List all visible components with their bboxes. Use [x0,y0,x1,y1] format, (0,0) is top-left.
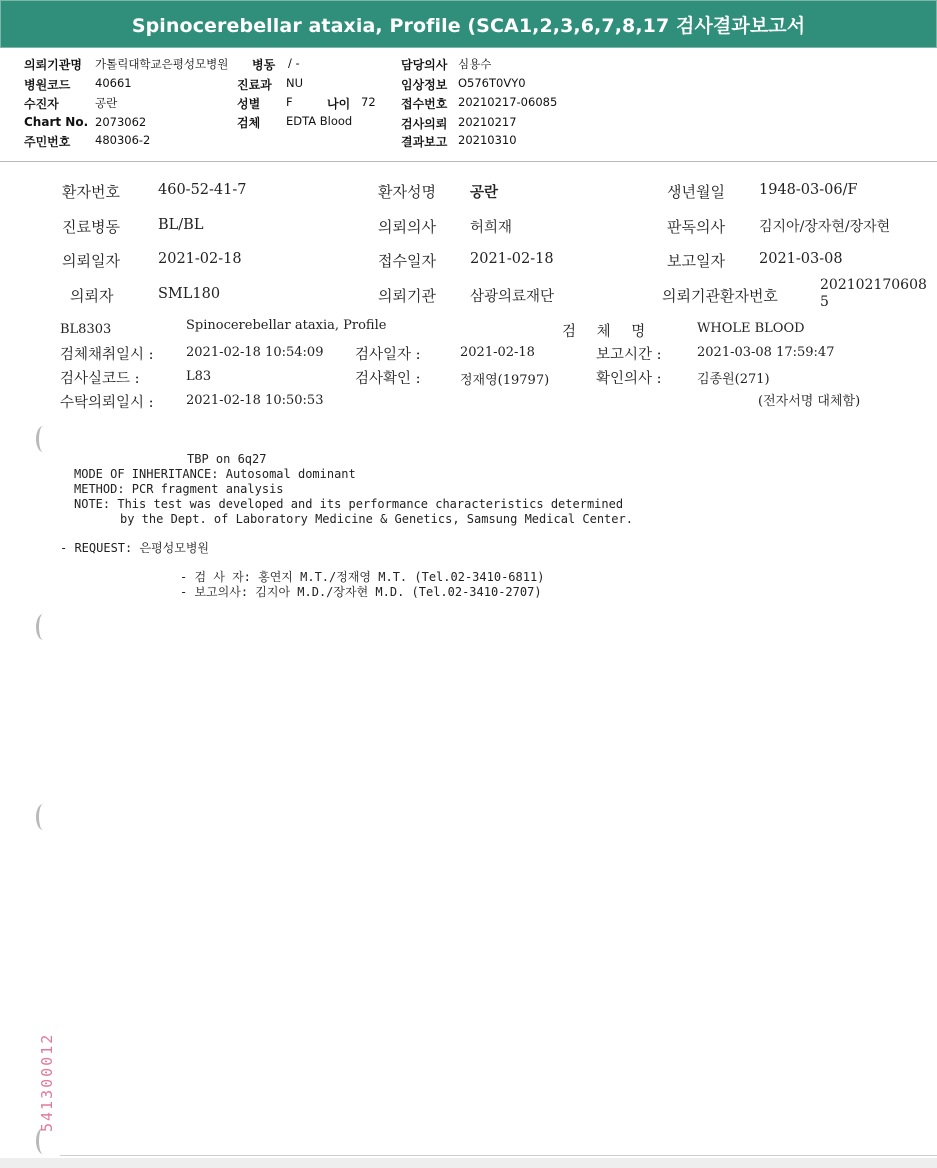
examiner-line: - 검 사 자: 홍연지 M.T./정재영 M.T. (Tel.02-3410-6811) [180,570,545,584]
confirm-doctor-label: 확인의사 : [596,371,662,387]
gene-line: TBP on 6q27 [187,452,267,466]
doctor-label: 담당의사 [401,58,448,72]
id-label: 주민번호 [24,135,71,149]
report-time-label: 보고시간 : [596,347,662,363]
collect-label: 검체채취일시 : [60,347,154,363]
dept-value: NU [286,76,304,90]
specimen-name: WHOLE BLOOD [697,321,805,336]
confirm-doctor: 김종원(271) [697,372,770,387]
hospital-code-label: 병원코드 [24,78,71,92]
req-date: 2021-02-18 [158,251,242,267]
requester-label: 의뢰자 [70,287,114,305]
patient-no-label: 환자번호 [62,183,120,201]
institution-value: 가톨릭대학교은평성모병원 [95,57,229,71]
test-confirm-label: 검사확인 : [355,371,421,387]
ward-grid-label: 진료병동 [62,218,120,236]
test-date: 2021-02-18 [460,345,535,360]
receipt-value: 20210217-06085 [458,95,558,109]
consign-value: 2021-02-18 10:50:53 [186,393,324,408]
ward-label: 병동 [252,58,276,72]
inst-patient-no-label: 의뢰기관환자번호 [662,287,778,305]
requester: SML180 [158,286,221,302]
report-title: Spinocerebellar ataxia, Profile (SCA1,2,3,6,7,8,17 검사결과보고서 [131,14,806,37]
age-label: 나이 [327,97,351,111]
rep-date-label: 보고일자 [667,252,725,270]
patient-no: 460-52-41-7 [158,182,247,198]
barcode-number: 541300012 [38,1032,56,1132]
read-doctor-label: 판독의사 [667,218,725,236]
sex-value: F [286,95,293,109]
order-info-panel [0,48,937,162]
ward-value: / - [288,56,300,70]
report-title-bar [0,0,937,48]
req-doctor: 허희재 [470,220,513,236]
test-confirm: 정재영(19797) [460,373,550,388]
birth-label: 생년월일 [667,183,725,201]
lab-code: L83 [186,369,212,384]
report-date-label: 결과보고 [401,135,448,149]
test-date-label: 검사일자 : [355,347,421,363]
inheritance-line: MODE OF INHERITANCE: Autosomal dominant [74,467,356,481]
patient-name: 공란 [470,184,499,201]
birth-value: 1948-03-06/F [759,182,858,198]
bottom-strip [0,1158,937,1168]
examinee-label: 수진자 [24,97,59,111]
test-name: Spinocerebellar ataxia, Profile [186,318,387,333]
req-date-label: 의뢰일자 [62,252,120,270]
consign-label: 수탁의뢰일시 : [60,395,154,411]
hospital-code-value: 40661 [95,76,132,90]
note-line-1: NOTE: This test was developed and its performance characteristics determined [74,497,624,511]
clinical-label: 임상정보 [401,78,448,92]
read-doctor: 김지아/장자현/장자현 [759,219,891,235]
report-time: 2021-03-08 17:59:47 [697,345,835,360]
rec-date: 2021-02-18 [470,251,554,267]
inst-patient-no-line1: 202102170608 [820,277,927,293]
test-code: BL8303 [60,322,112,337]
req-inst-label: 의뢰기관 [378,287,436,305]
doctor-value: 심용수 [458,57,492,71]
id-value: 480306-2 [95,133,151,147]
request-value: 20210217 [458,115,517,129]
ward-grid-value: BL/BL [158,217,204,233]
bottom-divider [60,1155,937,1156]
punch-hole [36,804,50,830]
examinee-value: 공란 [95,96,118,110]
method-line: METHOD: PCR fragment analysis [74,482,284,496]
chart-label: Chart No. [24,115,89,129]
collect-value: 2021-02-18 10:54:09 [186,345,324,360]
reporter-line: - 보고의사: 김지아 M.D./장자현 M.D. (Tel.02-3410-2707) [180,585,542,599]
specimen-label: 검체 [237,116,261,130]
esign-note: (전자서명 대체함) [758,394,861,409]
specimen-value: EDTA Blood [286,114,353,128]
request-line: - REQUEST: 은평성모병원 [60,541,210,555]
receipt-label: 접수번호 [401,97,448,111]
req-doctor-label: 의뢰의사 [378,218,436,236]
sex-label: 성별 [237,97,261,111]
clinical-value: O576T0VY0 [458,76,526,90]
lab-code-label: 검사실코드 : [60,371,140,387]
report-date-value: 20210310 [458,133,517,147]
punch-hole [36,614,50,640]
rec-date-label: 접수일자 [378,252,436,270]
specimen-name-label: 검 체 명 [562,324,654,340]
punch-hole [36,426,50,452]
chart-value: 2073062 [95,115,147,129]
dept-label: 진료과 [237,78,272,92]
institution-label: 의뢰기관명 [24,58,82,72]
note-line-2: by the Dept. of Laboratory Medicine & Genetics, Samsung Medical Center. [120,512,633,526]
rep-date: 2021-03-08 [759,251,843,267]
patient-name-label: 환자성명 [378,183,436,201]
inst-patient-no-line2: 5 [820,294,829,310]
request-label: 검사의뢰 [401,117,448,131]
scanned-report [0,164,937,1168]
age-value: 72 [361,95,376,109]
req-inst: 삼광의료재단 [470,289,555,305]
